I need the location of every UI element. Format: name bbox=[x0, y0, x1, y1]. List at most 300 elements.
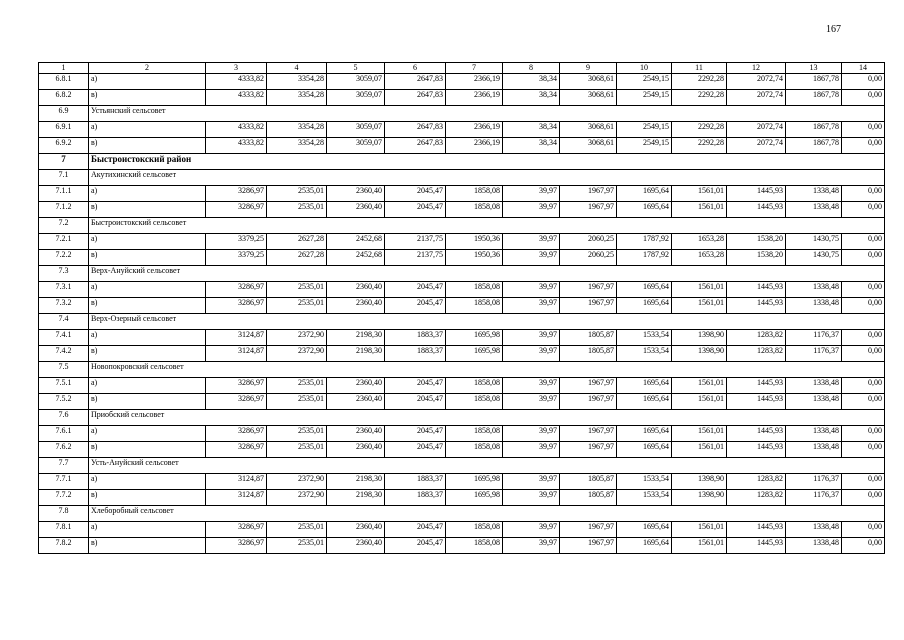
table-row bbox=[39, 394, 885, 410]
row-code: 7.4 bbox=[39, 314, 89, 330]
value-cell: 2292,28 bbox=[672, 74, 727, 90]
value-cell: 1283,82 bbox=[727, 346, 786, 362]
value-cell: 1858,08 bbox=[446, 442, 503, 458]
value-cell: 0,00 bbox=[842, 74, 885, 90]
value-cell: 1445,93 bbox=[727, 202, 786, 218]
page-number: 167 bbox=[826, 24, 841, 35]
value-cell: 1695,64 bbox=[617, 298, 672, 314]
section-row bbox=[39, 218, 885, 234]
row-code: 7.6.2 bbox=[39, 442, 89, 458]
value-cell: 1883,37 bbox=[385, 346, 446, 362]
value-cell: 1398,90 bbox=[672, 474, 727, 490]
value-cell: 3068,61 bbox=[560, 90, 617, 106]
value-cell: 2535,01 bbox=[267, 202, 327, 218]
value-cell: 2627,28 bbox=[267, 234, 327, 250]
value-cell: 2366,19 bbox=[446, 122, 503, 138]
value-cell: 0,00 bbox=[842, 186, 885, 202]
column-header: 12 bbox=[727, 63, 786, 74]
value-cell: 2198,30 bbox=[327, 330, 385, 346]
section-name: Новопокровский сельсовет bbox=[89, 362, 885, 378]
row-code: 7.8.1 bbox=[39, 522, 89, 538]
value-cell: 4333,82 bbox=[206, 138, 267, 154]
row-label: в) bbox=[89, 298, 206, 314]
value-cell: 1445,93 bbox=[727, 442, 786, 458]
value-cell: 1653,28 bbox=[672, 234, 727, 250]
row-label: а) bbox=[89, 234, 206, 250]
value-cell: 3286,97 bbox=[206, 186, 267, 202]
row-label: в) bbox=[89, 138, 206, 154]
value-cell: 1653,28 bbox=[672, 250, 727, 266]
section-name: Верх-Озерный сельсовет bbox=[89, 314, 885, 330]
value-cell: 3059,07 bbox=[327, 74, 385, 90]
column-header: 14 bbox=[842, 63, 885, 74]
value-cell: 2372,90 bbox=[267, 474, 327, 490]
value-cell: 38,34 bbox=[503, 74, 560, 90]
row-label: а) bbox=[89, 74, 206, 90]
value-cell: 2045,47 bbox=[385, 394, 446, 410]
value-cell: 1883,37 bbox=[385, 474, 446, 490]
value-cell: 1695,64 bbox=[617, 442, 672, 458]
value-cell: 1561,01 bbox=[672, 186, 727, 202]
value-cell: 2045,47 bbox=[385, 426, 446, 442]
value-cell: 3354,28 bbox=[267, 74, 327, 90]
row-code: 7.8 bbox=[39, 506, 89, 522]
row-code: 6.9.1 bbox=[39, 122, 89, 138]
value-cell: 2372,90 bbox=[267, 346, 327, 362]
value-cell: 2360,40 bbox=[327, 282, 385, 298]
value-cell: 3286,97 bbox=[206, 202, 267, 218]
value-cell: 2535,01 bbox=[267, 442, 327, 458]
value-cell: 2072,74 bbox=[727, 90, 786, 106]
value-cell: 2549,15 bbox=[617, 90, 672, 106]
row-code: 7 bbox=[39, 154, 89, 170]
table-row bbox=[39, 186, 885, 202]
row-code: 6.8.2 bbox=[39, 90, 89, 106]
value-cell: 1176,37 bbox=[786, 346, 842, 362]
value-cell: 1858,08 bbox=[446, 394, 503, 410]
value-cell: 1445,93 bbox=[727, 282, 786, 298]
value-cell: 2292,28 bbox=[672, 138, 727, 154]
value-cell: 2647,83 bbox=[385, 122, 446, 138]
value-cell: 0,00 bbox=[842, 250, 885, 266]
value-cell: 2137,75 bbox=[385, 234, 446, 250]
value-cell: 3124,87 bbox=[206, 346, 267, 362]
row-code: 7.2.2 bbox=[39, 250, 89, 266]
column-header: 1 bbox=[39, 63, 89, 74]
section-row bbox=[39, 314, 885, 330]
value-cell: 1445,93 bbox=[727, 538, 786, 554]
value-cell: 1445,93 bbox=[727, 522, 786, 538]
row-label: а) bbox=[89, 122, 206, 138]
value-cell: 3059,07 bbox=[327, 122, 385, 138]
value-cell: 1967,97 bbox=[560, 538, 617, 554]
value-cell: 2372,90 bbox=[267, 490, 327, 506]
table-row bbox=[39, 442, 885, 458]
value-cell: 1867,78 bbox=[786, 90, 842, 106]
value-cell: 1967,97 bbox=[560, 186, 617, 202]
value-cell: 2060,25 bbox=[560, 234, 617, 250]
section-name: Акутихинский сельсовет bbox=[89, 170, 885, 186]
value-cell: 1283,82 bbox=[727, 330, 786, 346]
section-name: Приобский сельсовет bbox=[89, 410, 885, 426]
value-cell: 2535,01 bbox=[267, 538, 327, 554]
value-cell: 3286,97 bbox=[206, 378, 267, 394]
value-cell: 2137,75 bbox=[385, 250, 446, 266]
value-cell: 3354,28 bbox=[267, 122, 327, 138]
value-cell: 1445,93 bbox=[727, 378, 786, 394]
value-cell: 38,34 bbox=[503, 90, 560, 106]
value-cell: 3286,97 bbox=[206, 538, 267, 554]
value-cell: 1533,54 bbox=[617, 474, 672, 490]
value-cell: 1338,48 bbox=[786, 426, 842, 442]
value-cell: 1967,97 bbox=[560, 394, 617, 410]
table-row bbox=[39, 90, 885, 106]
value-cell: 1858,08 bbox=[446, 426, 503, 442]
value-cell: 0,00 bbox=[842, 282, 885, 298]
column-header: 13 bbox=[786, 63, 842, 74]
tariff-table bbox=[38, 62, 885, 554]
value-cell: 1533,54 bbox=[617, 330, 672, 346]
value-cell: 39,97 bbox=[503, 250, 560, 266]
value-cell: 1967,97 bbox=[560, 378, 617, 394]
row-code: 7.2.1 bbox=[39, 234, 89, 250]
value-cell: 1561,01 bbox=[672, 282, 727, 298]
value-cell: 1538,20 bbox=[727, 250, 786, 266]
value-cell: 2372,90 bbox=[267, 330, 327, 346]
value-cell: 1445,93 bbox=[727, 394, 786, 410]
table-row bbox=[39, 250, 885, 266]
table-row bbox=[39, 282, 885, 298]
value-cell: 2535,01 bbox=[267, 522, 327, 538]
value-cell: 1883,37 bbox=[385, 330, 446, 346]
column-header: 2 bbox=[89, 63, 206, 74]
row-label: в) bbox=[89, 490, 206, 506]
table-row bbox=[39, 522, 885, 538]
value-cell: 1695,64 bbox=[617, 202, 672, 218]
value-cell: 39,97 bbox=[503, 346, 560, 362]
row-label: а) bbox=[89, 426, 206, 442]
value-cell: 1695,64 bbox=[617, 538, 672, 554]
value-cell: 1883,37 bbox=[385, 490, 446, 506]
value-cell: 0,00 bbox=[842, 298, 885, 314]
value-cell: 1398,90 bbox=[672, 346, 727, 362]
column-header: 6 bbox=[385, 63, 446, 74]
value-cell: 3354,28 bbox=[267, 138, 327, 154]
value-cell: 4333,82 bbox=[206, 90, 267, 106]
value-cell: 2360,40 bbox=[327, 538, 385, 554]
value-cell: 1430,75 bbox=[786, 250, 842, 266]
value-cell: 2045,47 bbox=[385, 538, 446, 554]
value-cell: 2647,83 bbox=[385, 74, 446, 90]
value-cell: 2452,68 bbox=[327, 234, 385, 250]
value-cell: 3286,97 bbox=[206, 282, 267, 298]
table-row bbox=[39, 138, 885, 154]
row-label: а) bbox=[89, 378, 206, 394]
value-cell: 2045,47 bbox=[385, 442, 446, 458]
value-cell: 1805,87 bbox=[560, 490, 617, 506]
table-row bbox=[39, 490, 885, 506]
section-name: Хлеборобный сельсовет bbox=[89, 506, 885, 522]
value-cell: 3286,97 bbox=[206, 394, 267, 410]
value-cell: 1695,64 bbox=[617, 378, 672, 394]
table-row bbox=[39, 426, 885, 442]
value-cell: 1445,93 bbox=[727, 298, 786, 314]
value-cell: 3068,61 bbox=[560, 138, 617, 154]
value-cell: 2366,19 bbox=[446, 138, 503, 154]
value-cell: 3068,61 bbox=[560, 122, 617, 138]
value-cell: 1950,36 bbox=[446, 234, 503, 250]
section-row bbox=[39, 266, 885, 282]
value-cell: 0,00 bbox=[842, 234, 885, 250]
row-code: 7.3 bbox=[39, 266, 89, 282]
row-label: а) bbox=[89, 186, 206, 202]
value-cell: 0,00 bbox=[842, 442, 885, 458]
value-cell: 1695,64 bbox=[617, 426, 672, 442]
value-cell: 2360,40 bbox=[327, 202, 385, 218]
value-cell: 2292,28 bbox=[672, 90, 727, 106]
value-cell: 1967,97 bbox=[560, 442, 617, 458]
value-cell: 1858,08 bbox=[446, 202, 503, 218]
value-cell: 1533,54 bbox=[617, 346, 672, 362]
value-cell: 1176,37 bbox=[786, 490, 842, 506]
row-code: 7.7 bbox=[39, 458, 89, 474]
value-cell: 1867,78 bbox=[786, 74, 842, 90]
value-cell: 1805,87 bbox=[560, 474, 617, 490]
value-cell: 1538,20 bbox=[727, 234, 786, 250]
value-cell: 39,97 bbox=[503, 394, 560, 410]
value-cell: 2549,15 bbox=[617, 122, 672, 138]
value-cell: 2045,47 bbox=[385, 298, 446, 314]
value-cell: 1695,64 bbox=[617, 282, 672, 298]
value-cell: 4333,82 bbox=[206, 122, 267, 138]
value-cell: 39,97 bbox=[503, 282, 560, 298]
value-cell: 2647,83 bbox=[385, 90, 446, 106]
value-cell: 1787,92 bbox=[617, 250, 672, 266]
row-code: 7.8.2 bbox=[39, 538, 89, 554]
row-code: 6.9 bbox=[39, 106, 89, 122]
value-cell: 1858,08 bbox=[446, 186, 503, 202]
value-cell: 2072,74 bbox=[727, 138, 786, 154]
row-code: 7.5 bbox=[39, 362, 89, 378]
value-cell: 0,00 bbox=[842, 394, 885, 410]
value-cell: 1858,08 bbox=[446, 298, 503, 314]
row-code: 7.3.2 bbox=[39, 298, 89, 314]
value-cell: 2045,47 bbox=[385, 282, 446, 298]
value-cell: 0,00 bbox=[842, 426, 885, 442]
value-cell: 2535,01 bbox=[267, 426, 327, 442]
value-cell: 1338,48 bbox=[786, 538, 842, 554]
value-cell: 1338,48 bbox=[786, 442, 842, 458]
value-cell: 1561,01 bbox=[672, 378, 727, 394]
district-row bbox=[39, 154, 885, 170]
section-row bbox=[39, 170, 885, 186]
value-cell: 3286,97 bbox=[206, 442, 267, 458]
section-name: Верх-Ануйский сельсовет bbox=[89, 266, 885, 282]
value-cell: 2535,01 bbox=[267, 298, 327, 314]
value-cell: 1787,92 bbox=[617, 234, 672, 250]
row-label: в) bbox=[89, 442, 206, 458]
value-cell: 1858,08 bbox=[446, 522, 503, 538]
section-name: Быстроистокский сельсовет bbox=[89, 218, 885, 234]
row-code: 7.2 bbox=[39, 218, 89, 234]
row-label: в) bbox=[89, 90, 206, 106]
row-label: а) bbox=[89, 282, 206, 298]
value-cell: 2198,30 bbox=[327, 474, 385, 490]
value-cell: 1858,08 bbox=[446, 282, 503, 298]
value-cell: 1561,01 bbox=[672, 202, 727, 218]
value-cell: 2060,25 bbox=[560, 250, 617, 266]
value-cell: 0,00 bbox=[842, 474, 885, 490]
value-cell: 3068,61 bbox=[560, 74, 617, 90]
value-cell: 2535,01 bbox=[267, 186, 327, 202]
value-cell: 2366,19 bbox=[446, 74, 503, 90]
table-header bbox=[39, 63, 885, 74]
row-code: 7.4.2 bbox=[39, 346, 89, 362]
row-code: 6.8.1 bbox=[39, 74, 89, 90]
value-cell: 39,97 bbox=[503, 522, 560, 538]
value-cell: 39,97 bbox=[503, 474, 560, 490]
row-label: в) bbox=[89, 202, 206, 218]
value-cell: 2627,28 bbox=[267, 250, 327, 266]
value-cell: 38,34 bbox=[503, 138, 560, 154]
district-name: Быстроистокский район bbox=[89, 154, 885, 170]
value-cell: 1398,90 bbox=[672, 330, 727, 346]
section-row bbox=[39, 506, 885, 522]
value-cell: 0,00 bbox=[842, 378, 885, 394]
value-cell: 2045,47 bbox=[385, 522, 446, 538]
column-header: 9 bbox=[560, 63, 617, 74]
value-cell: 1283,82 bbox=[727, 490, 786, 506]
value-cell: 3059,07 bbox=[327, 138, 385, 154]
section-row bbox=[39, 458, 885, 474]
value-cell: 1805,87 bbox=[560, 346, 617, 362]
value-cell: 1967,97 bbox=[560, 202, 617, 218]
value-cell: 1561,01 bbox=[672, 298, 727, 314]
value-cell: 39,97 bbox=[503, 426, 560, 442]
value-cell: 2360,40 bbox=[327, 186, 385, 202]
value-cell: 38,34 bbox=[503, 122, 560, 138]
column-header: 8 bbox=[503, 63, 560, 74]
table-row bbox=[39, 202, 885, 218]
value-cell: 1695,98 bbox=[446, 346, 503, 362]
row-label: в) bbox=[89, 250, 206, 266]
value-cell: 2549,15 bbox=[617, 138, 672, 154]
value-cell: 3124,87 bbox=[206, 474, 267, 490]
row-label: а) bbox=[89, 474, 206, 490]
value-cell: 2647,83 bbox=[385, 138, 446, 154]
column-header: 3 bbox=[206, 63, 267, 74]
value-cell: 1561,01 bbox=[672, 522, 727, 538]
row-label: в) bbox=[89, 538, 206, 554]
row-code: 7.7.2 bbox=[39, 490, 89, 506]
value-cell: 2198,30 bbox=[327, 346, 385, 362]
row-label: а) bbox=[89, 330, 206, 346]
value-cell: 2292,28 bbox=[672, 122, 727, 138]
value-cell: 1561,01 bbox=[672, 538, 727, 554]
header-row bbox=[39, 63, 885, 74]
value-cell: 0,00 bbox=[842, 330, 885, 346]
value-cell: 39,97 bbox=[503, 298, 560, 314]
value-cell: 1533,54 bbox=[617, 490, 672, 506]
row-code: 7.5.1 bbox=[39, 378, 89, 394]
value-cell: 39,97 bbox=[503, 538, 560, 554]
table-row bbox=[39, 298, 885, 314]
value-cell: 1967,97 bbox=[560, 282, 617, 298]
row-label: в) bbox=[89, 346, 206, 362]
value-cell: 1176,37 bbox=[786, 330, 842, 346]
value-cell: 1398,90 bbox=[672, 490, 727, 506]
value-cell: 0,00 bbox=[842, 122, 885, 138]
table-row bbox=[39, 538, 885, 554]
value-cell: 1858,08 bbox=[446, 378, 503, 394]
row-code: 7.7.1 bbox=[39, 474, 89, 490]
section-row bbox=[39, 410, 885, 426]
value-cell: 2072,74 bbox=[727, 74, 786, 90]
table-row bbox=[39, 74, 885, 90]
value-cell: 1695,98 bbox=[446, 490, 503, 506]
section-row bbox=[39, 362, 885, 378]
value-cell: 3354,28 bbox=[267, 90, 327, 106]
table-row bbox=[39, 330, 885, 346]
value-cell: 3286,97 bbox=[206, 426, 267, 442]
row-code: 7.5.2 bbox=[39, 394, 89, 410]
value-cell: 1430,75 bbox=[786, 234, 842, 250]
row-code: 7.3.1 bbox=[39, 282, 89, 298]
table-row bbox=[39, 122, 885, 138]
value-cell: 1176,37 bbox=[786, 474, 842, 490]
value-cell: 2452,68 bbox=[327, 250, 385, 266]
value-cell: 1967,97 bbox=[560, 522, 617, 538]
value-cell: 1967,97 bbox=[560, 426, 617, 442]
value-cell: 1695,64 bbox=[617, 186, 672, 202]
value-cell: 3124,87 bbox=[206, 490, 267, 506]
row-code: 7.1 bbox=[39, 170, 89, 186]
value-cell: 1338,48 bbox=[786, 522, 842, 538]
value-cell: 1695,64 bbox=[617, 394, 672, 410]
row-code: 7.1.1 bbox=[39, 186, 89, 202]
value-cell: 0,00 bbox=[842, 346, 885, 362]
table-body bbox=[39, 74, 885, 554]
value-cell: 1445,93 bbox=[727, 186, 786, 202]
value-cell: 1805,87 bbox=[560, 330, 617, 346]
row-code: 7.6 bbox=[39, 410, 89, 426]
value-cell: 2360,40 bbox=[327, 394, 385, 410]
value-cell: 2072,74 bbox=[727, 122, 786, 138]
value-cell: 2535,01 bbox=[267, 378, 327, 394]
value-cell: 0,00 bbox=[842, 138, 885, 154]
column-header: 5 bbox=[327, 63, 385, 74]
table-row bbox=[39, 234, 885, 250]
value-cell: 39,97 bbox=[503, 234, 560, 250]
section-name: Усть-Ануйский сельсовет bbox=[89, 458, 885, 474]
value-cell: 1867,78 bbox=[786, 122, 842, 138]
value-cell: 39,97 bbox=[503, 202, 560, 218]
row-code: 7.6.1 bbox=[39, 426, 89, 442]
row-code: 7.4.1 bbox=[39, 330, 89, 346]
value-cell: 2360,40 bbox=[327, 522, 385, 538]
value-cell: 1338,48 bbox=[786, 186, 842, 202]
value-cell: 0,00 bbox=[842, 490, 885, 506]
value-cell: 2360,40 bbox=[327, 426, 385, 442]
value-cell: 39,97 bbox=[503, 378, 560, 394]
value-cell: 1950,36 bbox=[446, 250, 503, 266]
value-cell: 1858,08 bbox=[446, 538, 503, 554]
value-cell: 1338,48 bbox=[786, 282, 842, 298]
value-cell: 2198,30 bbox=[327, 490, 385, 506]
value-cell: 1867,78 bbox=[786, 138, 842, 154]
value-cell: 1561,01 bbox=[672, 426, 727, 442]
value-cell: 1445,93 bbox=[727, 426, 786, 442]
